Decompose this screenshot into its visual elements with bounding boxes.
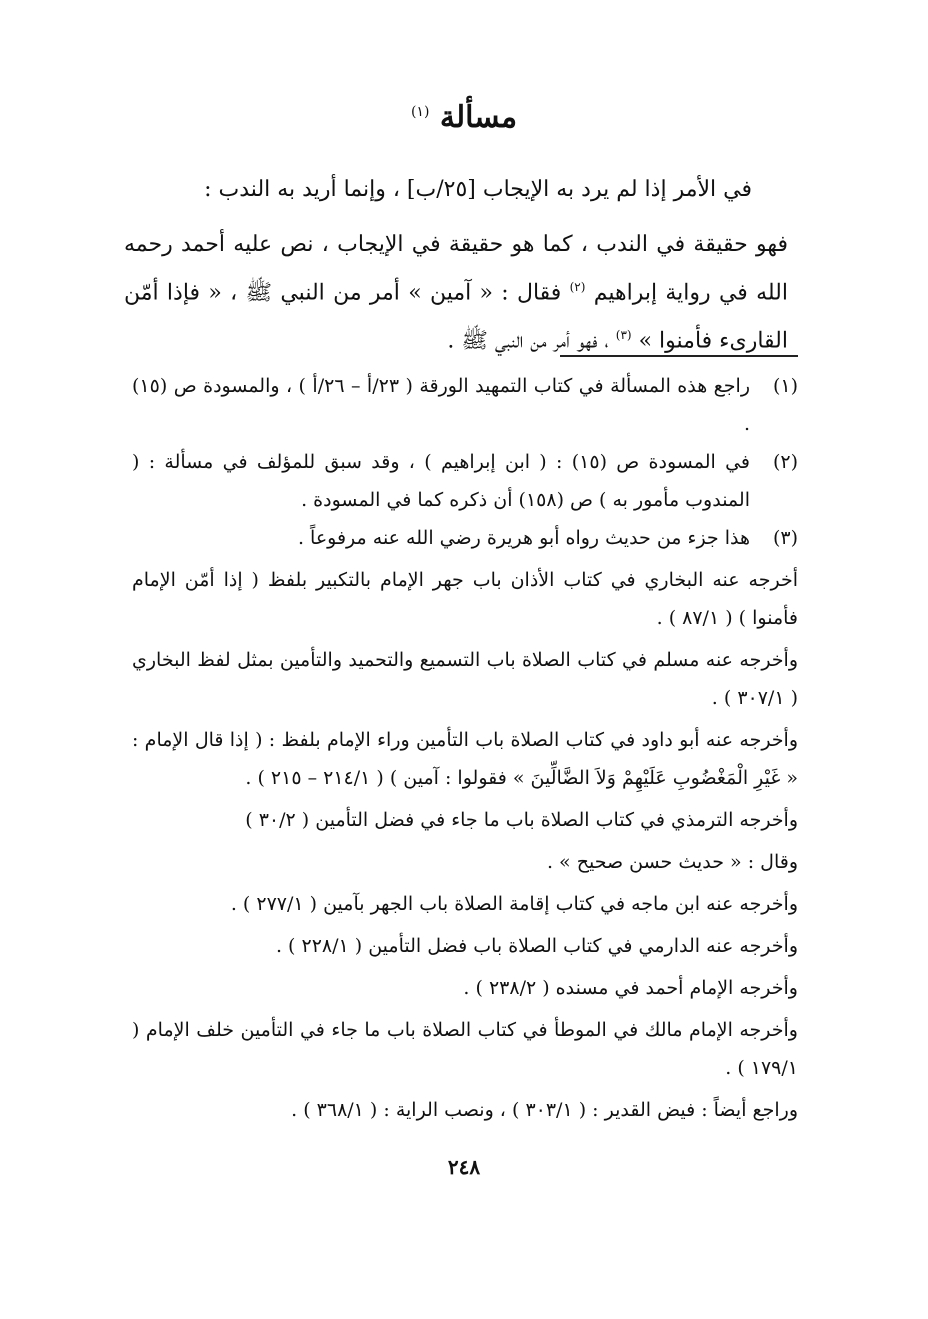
- footnote-number: (١): [772, 375, 798, 397]
- footnote-ref-3: (٣): [615, 328, 632, 343]
- main-body: [124, 168, 788, 375]
- footnote-text: هذا جزء من حديث رواه أبو هريرة رضي الله عنه مرفوعاً .: [297, 527, 750, 549]
- body-paragraph-1-text: في الأمر إذا لم يرد به الإيجاب [٢٥/ب] ، وإنما أريد به الندب :: [204, 177, 752, 202]
- footnote-3-ahmad: وأخرجه الإمام أحمد في مسنده ( ٢٣٨/٢ ) .: [463, 977, 798, 999]
- body-paragraph-2-middle: فقال : « آمين » أمر من النبي ﷺ ، « فإذا أمّن القارىء فأمنوا »: [124, 280, 788, 354]
- footnote-3-muslim: وأخرجه عنه مسلم في كتاب الصلاة باب التسميع والتحميد والتأمين بمثل لفظ البخاري ( ٣٠٧/١ ) .: [132, 649, 798, 709]
- footnote-3-abu-dawud: وأخرجه عنه أبو داود في كتاب الصلاة باب التأمين وراء الإمام بلفظ : ( إذا قال الإمام : « غَيْرِ الْمَغْضُوبِ عَلَيْهِمْ وَلاَ الضَّالِّينَ » فقولوا : آمين ) ( ٢١٤/١ – ٢١٥ ) .: [132, 729, 798, 789]
- title-text: مسألة: [439, 100, 518, 135]
- body-paragraph-2-start: فهو حقيقة في الندب ، كما هو حقيقة في الإيجاب ، نص عليه أحمد رحمه الله في رواية إبراهيم: [124, 232, 788, 306]
- footnote-3-bukhari: أخرجه عنه البخاري في كتاب الأذان باب جهر الإمام بالتكبير بلفظ ( إذا أمّن الإمام فأمنوا ) ( ٨٧/١ ) .: [132, 569, 798, 629]
- footnote-number: (٣): [772, 527, 798, 549]
- body-paragraph-2-end: ، فهو أمر من النبي ﷺ .: [447, 328, 609, 354]
- footnote-3: [132, 519, 798, 557]
- footnote-1: [132, 367, 798, 443]
- page-title: [0, 100, 928, 135]
- footnote-ref-2: (٢): [569, 280, 586, 294]
- footnotes-section: [132, 367, 798, 1129]
- footnote-3-tirmidhi-grade: وقال : « حديث حسن صحيح » .: [546, 851, 798, 873]
- footnote-number: (٢): [772, 451, 798, 473]
- body-paragraph-2: [124, 223, 788, 363]
- footnote-3-see-also: وراجع أيضاً : فيض القدير : ( ٣٠٣/١ ) ، ونصب الراية : ( ٣٦٨/١ ) .: [291, 1099, 798, 1121]
- footnote-text: راجع هذه المسألة في كتاب التمهيد الورقة ( ٢٣/أ – ٢٦/أ ) ، والمسودة ص (١٥) .: [132, 375, 750, 435]
- footnote-text: في المسودة ص (١٥) : ( ابن إبراهيم ) ، وقد سبق للمؤلف في مسألة : ( المندوب مأمور به ) ص (١٥٨) أن ذكره كما في المسودة .: [132, 451, 751, 511]
- footnote-2: [132, 443, 798, 519]
- footnote-3-malik: وأخرجه الإمام مالك في الموطأ في كتاب الصلاة باب ما جاء في التأمين خلف الإمام ( ١٧٩/١ ) .: [132, 1019, 798, 1079]
- page-number: ٢٤٨: [447, 1155, 481, 1179]
- footnote-divider: [560, 355, 798, 357]
- footnote-3-tirmidhi: وأخرجه الترمذي في كتاب الصلاة باب ما جاء في فضل التأمين ( ٣٠/٢ ): [245, 809, 798, 831]
- title-footnote-ref: (١): [410, 104, 430, 120]
- footnote-3-ibn-majah: وأخرجه عنه ابن ماجه في كتاب إقامة الصلاة باب الجهر بآمين ( ٢٧٧/١ ) .: [230, 893, 798, 915]
- footnote-3-darimi: وأخرجه عنه الدارمي في كتاب الصلاة باب فضل التأمين ( ٢٢٨/١ ) .: [275, 935, 798, 957]
- body-paragraph-1: [124, 168, 788, 211]
